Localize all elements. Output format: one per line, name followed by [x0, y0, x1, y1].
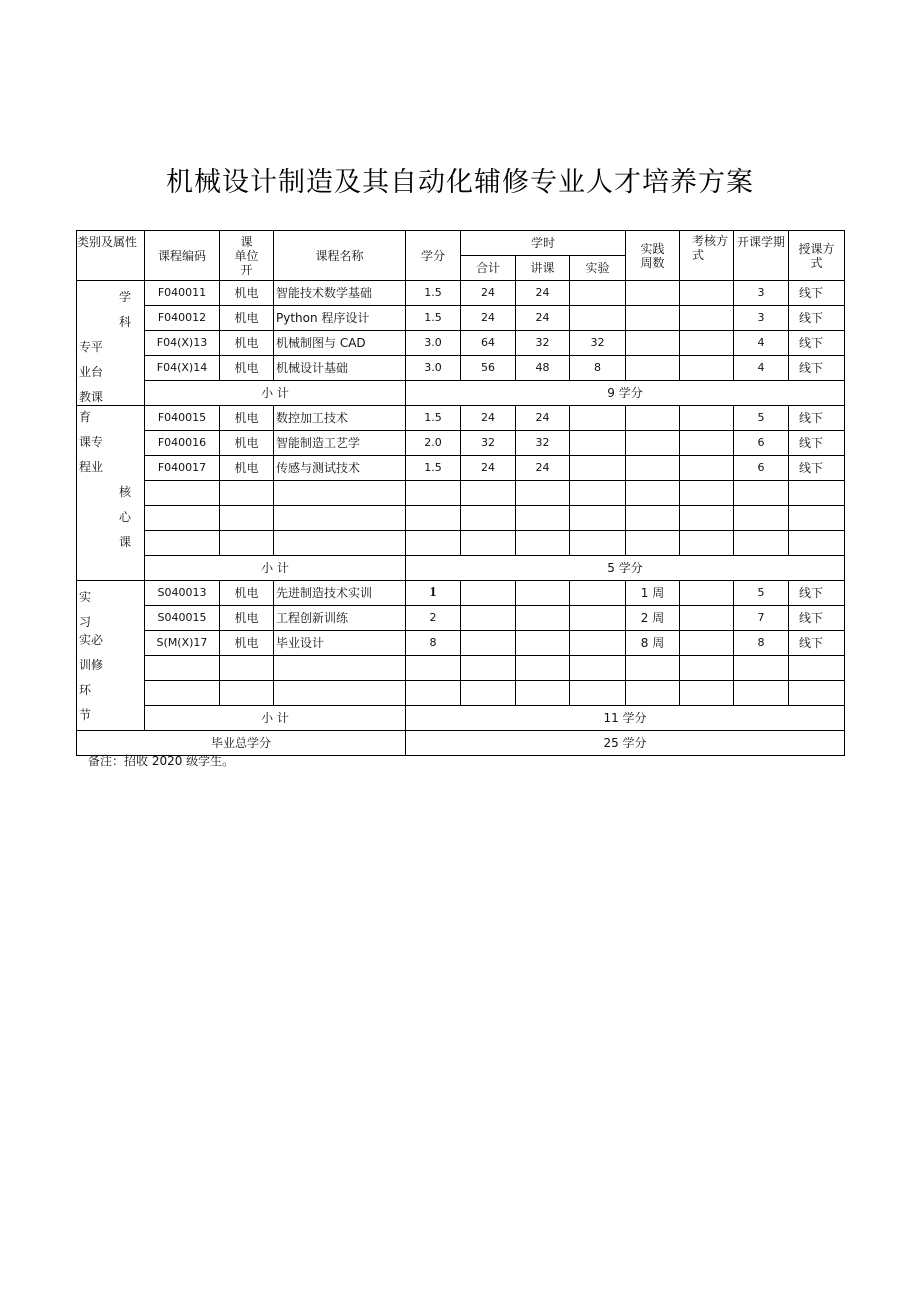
course-exam [680, 406, 734, 431]
course-name: 机械设计基础 [274, 356, 406, 381]
course-hours-lab [570, 581, 626, 606]
page-title: 机械设计制造及其自动化辅修专业人才培养方案 [166, 167, 754, 198]
course-hours-total: 24 [461, 406, 516, 431]
header-exam-line1: 考核方 [692, 234, 729, 248]
course-name: 智能制造工艺学 [274, 431, 406, 456]
graduation-total-label: 毕业总学分 [77, 731, 406, 756]
course-hours-lecture: 24 [516, 281, 570, 306]
course-hours-total [461, 631, 516, 656]
course-unit: 机电 [220, 431, 274, 456]
course-weeks [626, 356, 680, 381]
course-code: F040016 [145, 431, 220, 456]
course-credit: 3.0 [406, 356, 461, 381]
course-hours-lecture: 48 [516, 356, 570, 381]
header-total: 合计 [461, 256, 516, 281]
course-weeks [626, 331, 680, 356]
course-name: 数控加工技术 [274, 406, 406, 431]
course-unit: 机电 [220, 306, 274, 331]
category-char: 课 [119, 535, 132, 549]
course-hours-lecture: 24 [516, 406, 570, 431]
course-mode: 线下 [789, 331, 845, 356]
course-exam [680, 606, 734, 631]
course-hours-lecture [516, 581, 570, 606]
graduation-total-value: 25 学分 [406, 731, 845, 756]
course-name: 毕业设计 [274, 631, 406, 656]
category-char: 核 [119, 485, 132, 499]
course-mode: 线下 [789, 581, 845, 606]
header-row-1 [77, 231, 845, 256]
header-lecture: 讲课 [516, 256, 570, 281]
course-credit: 2 [406, 606, 461, 631]
course-exam [680, 631, 734, 656]
course-exam [680, 331, 734, 356]
course-semester: 5 [734, 581, 789, 606]
course-hours-lab [570, 281, 626, 306]
category-char: 节 [79, 708, 92, 722]
course-code: F040017 [145, 456, 220, 481]
course-semester: 6 [734, 456, 789, 481]
course-hours-lab [570, 406, 626, 431]
course-mode: 线下 [789, 356, 845, 381]
course-code: F040015 [145, 406, 220, 431]
course-hours-lecture: 32 [516, 431, 570, 456]
course-unit: 机电 [220, 581, 274, 606]
course-weeks [626, 306, 680, 331]
course-credit: 8 [406, 631, 461, 656]
header-category [77, 231, 145, 281]
subtotal-label: 小 计 [145, 556, 406, 581]
course-hours-total: 24 [461, 281, 516, 306]
course-hours-total: 32 [461, 431, 516, 456]
course-hours-total [461, 606, 516, 631]
course-mode: 线下 [789, 631, 845, 656]
header-mode [789, 231, 845, 281]
category-char: 程业 [79, 460, 104, 474]
subtotal-label: 小 计 [145, 381, 406, 406]
course-semester: 6 [734, 431, 789, 456]
header-practice-line1: 实践 [640, 241, 665, 256]
course-name: 工程创新训练 [274, 606, 406, 631]
course-code: F040011 [145, 281, 220, 306]
subtotal-value: 11 学分 [406, 706, 845, 731]
category-char: 习 [79, 615, 92, 629]
course-credit: 1.5 [406, 281, 461, 306]
table-row [77, 356, 845, 381]
table-row [77, 581, 845, 606]
table-row [77, 606, 845, 631]
course-mode: 线下 [789, 456, 845, 481]
course-code: F04(X)13 [145, 331, 220, 356]
course-mode: 线下 [789, 281, 845, 306]
course-code: F04(X)14 [145, 356, 220, 381]
course-credit: 1 [406, 581, 461, 606]
header-unit [220, 231, 274, 281]
header-exam-line2: 式 [692, 248, 705, 262]
course-hours-lecture: 24 [516, 456, 570, 481]
category-char: 学 [119, 290, 132, 304]
category-cell-practice [77, 581, 145, 731]
header-mode-line1: 授课方 [798, 241, 835, 256]
course-hours-total: 24 [461, 306, 516, 331]
course-exam [680, 431, 734, 456]
course-unit: 机电 [220, 406, 274, 431]
course-mode: 线下 [789, 406, 845, 431]
category-cell-core [77, 406, 145, 581]
course-exam [680, 281, 734, 306]
course-exam [680, 581, 734, 606]
header-lab: 实验 [570, 256, 626, 281]
course-weeks [626, 406, 680, 431]
table-row [77, 431, 845, 456]
table-row [77, 306, 845, 331]
table-row [77, 281, 845, 306]
course-mode: 线下 [789, 606, 845, 631]
course-exam [680, 456, 734, 481]
course-weeks [626, 431, 680, 456]
course-semester: 3 [734, 281, 789, 306]
footnote: 备注：招收 2020 级学生。 [88, 754, 235, 768]
empty-row [77, 681, 845, 706]
category-char: 实 [79, 590, 92, 604]
subtotal-value: 5 学分 [406, 556, 845, 581]
course-credit: 1.5 [406, 456, 461, 481]
course-unit: 机电 [220, 356, 274, 381]
course-hours-lab [570, 456, 626, 481]
course-hours-lab [570, 431, 626, 456]
header-unit-line2: 单位 [234, 248, 259, 263]
subtotal-value: 9 学分 [406, 381, 845, 406]
table-row [77, 331, 845, 356]
course-exam [680, 356, 734, 381]
course-hours-total [461, 581, 516, 606]
course-unit: 机电 [220, 331, 274, 356]
course-hours-lab [570, 606, 626, 631]
course-credit: 1.5 [406, 406, 461, 431]
course-hours-lecture: 24 [516, 306, 570, 331]
course-hours-lecture [516, 606, 570, 631]
header-name: 课程名称 [274, 231, 406, 281]
course-hours-lecture: 32 [516, 331, 570, 356]
course-hours-total: 64 [461, 331, 516, 356]
course-code: S040015 [145, 606, 220, 631]
category-char: 业台 [79, 365, 104, 379]
subtotal-row [77, 381, 845, 406]
course-hours-lab: 32 [570, 331, 626, 356]
course-weeks: 2 周 [626, 606, 680, 631]
course-code: S040013 [145, 581, 220, 606]
table-row [77, 631, 845, 656]
course-semester: 4 [734, 356, 789, 381]
course-semester: 8 [734, 631, 789, 656]
subtotal-row [77, 706, 845, 731]
header-practice-line2: 周数 [640, 255, 665, 270]
course-name: 智能技术数学基础 [274, 281, 406, 306]
course-weeks [626, 281, 680, 306]
course-weeks: 1 周 [626, 581, 680, 606]
course-unit: 机电 [220, 281, 274, 306]
course-semester: 7 [734, 606, 789, 631]
course-credit: 2.0 [406, 431, 461, 456]
category-char: 训修 [79, 658, 104, 672]
header-hours: 学时 [461, 231, 626, 256]
table-row [77, 406, 845, 431]
category-char: 专平 [79, 340, 104, 354]
course-semester: 5 [734, 406, 789, 431]
category-char: 实必 [79, 633, 104, 647]
header-code: 课程编码 [145, 231, 220, 281]
course-weeks [626, 456, 680, 481]
course-hours-lab [570, 631, 626, 656]
header-semester: 开课学期 [734, 231, 789, 281]
empty-row [77, 656, 845, 681]
category-char: 育 [79, 410, 92, 424]
course-name: 传感与测试技术 [274, 456, 406, 481]
course-name: 机械制图与 CAD [274, 331, 406, 356]
course-unit: 机电 [220, 631, 274, 656]
course-name: 先进制造技术实训 [274, 581, 406, 606]
header-mode-line2: 式 [810, 255, 823, 270]
subtotal-label: 小 计 [145, 706, 406, 731]
course-hours-lecture [516, 631, 570, 656]
empty-row [77, 481, 845, 506]
course-code: S(M(X)17 [145, 631, 220, 656]
category-char: 心 [119, 510, 132, 524]
header-exam [680, 231, 734, 281]
course-credit: 1.5 [406, 306, 461, 331]
course-hours-total: 24 [461, 456, 516, 481]
category-char: 环 [79, 683, 92, 697]
category-cell-platform [77, 281, 145, 406]
course-hours-total: 56 [461, 356, 516, 381]
header-unit-line1: 课 [240, 234, 253, 249]
course-semester: 3 [734, 306, 789, 331]
category-char: 科 [119, 315, 132, 329]
course-credit: 3.0 [406, 331, 461, 356]
course-unit: 机电 [220, 606, 274, 631]
course-semester: 4 [734, 331, 789, 356]
course-mode: 线下 [789, 306, 845, 331]
subtotal-row [77, 556, 845, 581]
course-mode: 线下 [789, 431, 845, 456]
course-code: F040012 [145, 306, 220, 331]
course-unit: 机电 [220, 456, 274, 481]
course-exam [680, 306, 734, 331]
course-name: Python 程序设计 [274, 306, 406, 331]
course-weeks: 8 周 [626, 631, 680, 656]
empty-row [77, 531, 845, 556]
training-plan-table [76, 230, 845, 756]
course-hours-lab [570, 306, 626, 331]
category-char: 课专 [79, 435, 104, 449]
course-hours-lab: 8 [570, 356, 626, 381]
table-row [77, 456, 845, 481]
header-practice-weeks [626, 231, 680, 281]
empty-row [77, 506, 845, 531]
header-unit-line3: 开 [240, 262, 253, 277]
header-credit: 学分 [406, 231, 461, 281]
header-category-label: 类别及属性 [77, 235, 138, 249]
category-char: 教课 [79, 390, 104, 404]
